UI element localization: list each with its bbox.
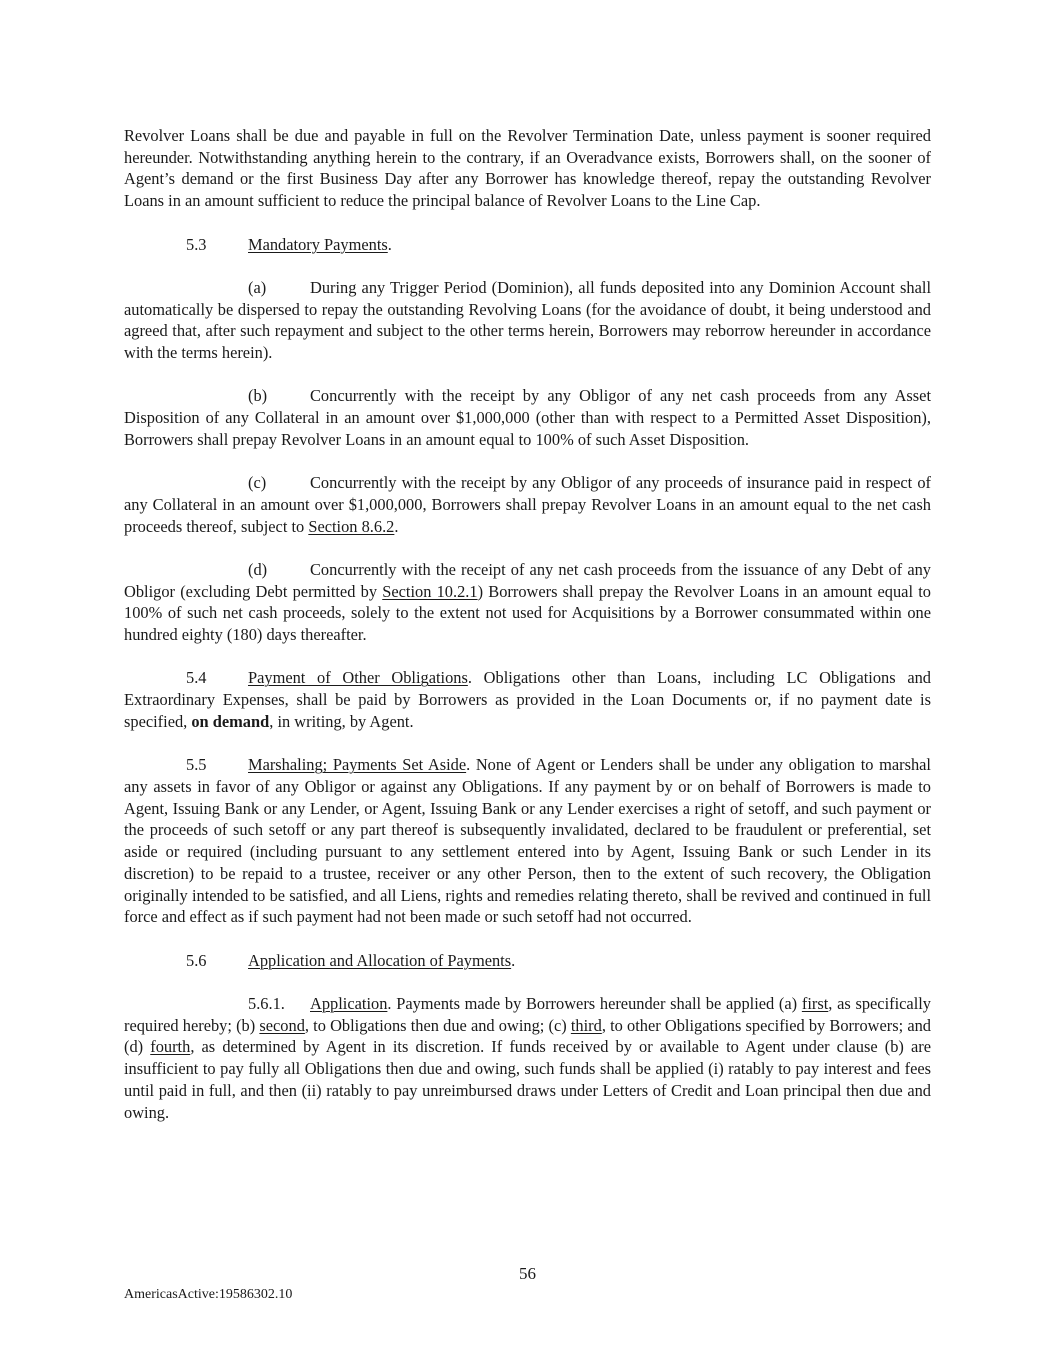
clause-text: Concurrently with the receipt by any Obligor of any proceeds of insurance paid in respect of any Collateral in an amount over $1,000,000, Borrowers shall prepay Revolver Loans in an amount equal to the net cash proceeds thereof, subject to — [124, 473, 931, 536]
clause-label: (a) — [248, 277, 267, 297]
section-title-end: . — [511, 950, 516, 970]
subsection-title: Application — [310, 993, 388, 1013]
section-5-4 — [124, 667, 931, 732]
subsection-text: . Payments made by Borrowers hereunder shall be applied (a) — [387, 993, 802, 1013]
section-title: Application and Allocation of Payments — [248, 950, 512, 970]
intro-paragraph — [124, 125, 931, 212]
section-title: Mandatory Payments — [248, 234, 388, 254]
section-text: . Obligations other than Loans, including LC Obligations and Extraordinary Expenses, shall be paid by Borrowers as provided in the Loan Documents or, if no payment date is specified, — [124, 668, 931, 731]
subsection-text: , as specifically required hereby; (b) — [124, 993, 931, 1035]
clause-text: During any Trigger Period (Dominion), all funds deposited into any Dominion Account shall automatically be dispersed to repay the outstanding Revolving Loans (for the avoidance of doubt, it being understood and agreed that, after such repayment and subject to the other terms herein, Borrowers may reborrow hereunder in accordance with the terms herein). — [124, 277, 931, 362]
intro-text: Revolver Loans shall be due and payable in full on the Revolver Termination Date, unless payment is sooner required hereunder. Notwithstanding anything herein to the contrary, if an Overadvance exists, Borrowers shall, on the sooner of Agent’s demand or the first Business Day after any Borrower has knowledge thereof, repay the outstanding Revolver Loans in an amount sufficient to reduce the principal balance of Revolver Loans to the Line Cap. — [124, 126, 931, 211]
subsection-text: , to other Obligations specified by Borrowers; and (d) — [124, 1015, 931, 1057]
document-page — [124, 125, 931, 1145]
clause-5-3-b — [124, 385, 931, 450]
section-text-end: , in writing, by Agent. — [269, 711, 414, 731]
term-first: first — [801, 993, 829, 1013]
term-third: third — [570, 1015, 602, 1035]
clause-text-end: ) Borrowers shall prepay the Revolver Loans in an amount equal to 100% of such net cash proceeds, solely to the extent not used for Acquisitions by a Borrower consummated within one hundred eighty (180) days thereafter. — [124, 581, 931, 645]
clause-text: Concurrently with the receipt of any net cash proceeds from the issuance of any Debt of any Obligor (excluding Debt permitted by — [124, 559, 931, 601]
section-number: 5.3 — [186, 234, 207, 254]
section-5-6-1 — [124, 993, 931, 1123]
bold-term: on demand — [191, 711, 270, 731]
section-number: 5.5 — [186, 755, 207, 775]
section-title: Marshaling; Payments Set Aside — [248, 755, 467, 775]
subsection-number: 5.6.1. — [248, 993, 285, 1013]
document-id: AmericasActive:19586302.10 — [124, 1287, 293, 1302]
term-second: second — [259, 1015, 305, 1035]
subsection-text: , to Obligations then due and owing; (c) — [304, 1015, 571, 1035]
section-title-end: . — [387, 234, 392, 254]
clause-5-3-c — [124, 472, 931, 537]
clause-label: (d) — [248, 559, 268, 579]
section-number: 5.6 — [186, 950, 207, 970]
clause-text-end: . — [394, 516, 399, 536]
term-fourth: fourth — [150, 1037, 191, 1057]
clause-text: Concurrently with the receipt by any Obligor of any net cash proceeds from any Asset Disposition of any Collateral in an amount over $1,000,000 (other than with respect to a Permitted Asset Disposition), Borrowers shall prepay Revolver Loans in an amount equal to 100% of such Asset Disposition. — [124, 386, 931, 449]
clause-label: (c) — [248, 473, 267, 493]
clause-label: (b) — [248, 386, 268, 406]
subsection-text: , as determined by Agent in its discretion. If funds received by or available to Agent under clause (b) are insufficient to pay fully all Obligations then due and owing, such funds shall be applied (i) ratably to pay interest and fees until paid in full, and then (ii) ratably to pay unreimbursed draws under Letters of Credit and Loan principal then due and owing. — [124, 1037, 932, 1122]
section-5-3-heading — [124, 234, 931, 256]
section-text: . None of Agent or Lenders shall be under any obligation to marshal any assets in favor of any Obligor or against any Obligations. If any payment by or on behalf of Borrowers is made to Agent, Issuing Bank or any Lender, or Agent, Issuing Bank or any Lender exercises a right of setoff, and such payment or the proceeds of such setoff or any part thereof is subsequently invalidated, declared to be fraudulent or preferential, set aside or required (including pursuant to any settlement entered into by Agent, Issuing Bank or such Lender in its discretion) to be repaid to a trustee, receiver or any other Person, then to the extent of such recovery, the Obligation originally intended to be satisfied, and all Liens, rights and remedies relating thereto, shall be revived and continued in full force and effect as if such payment had not been made or such setoff had not occurred. — [124, 755, 931, 927]
section-5-5 — [124, 754, 931, 928]
section-title: Payment of Other Obligations — [248, 668, 468, 688]
section-number: 5.4 — [186, 668, 207, 688]
section-5-6-heading — [124, 950, 931, 972]
clause-5-3-d — [124, 559, 931, 646]
clause-5-3-a — [124, 277, 931, 364]
section-reference-link[interactable]: Section 8.6.2 — [308, 516, 395, 536]
section-reference-link[interactable]: Section 10.2.1 — [382, 581, 478, 601]
page-number: 56 — [519, 1264, 536, 1283]
